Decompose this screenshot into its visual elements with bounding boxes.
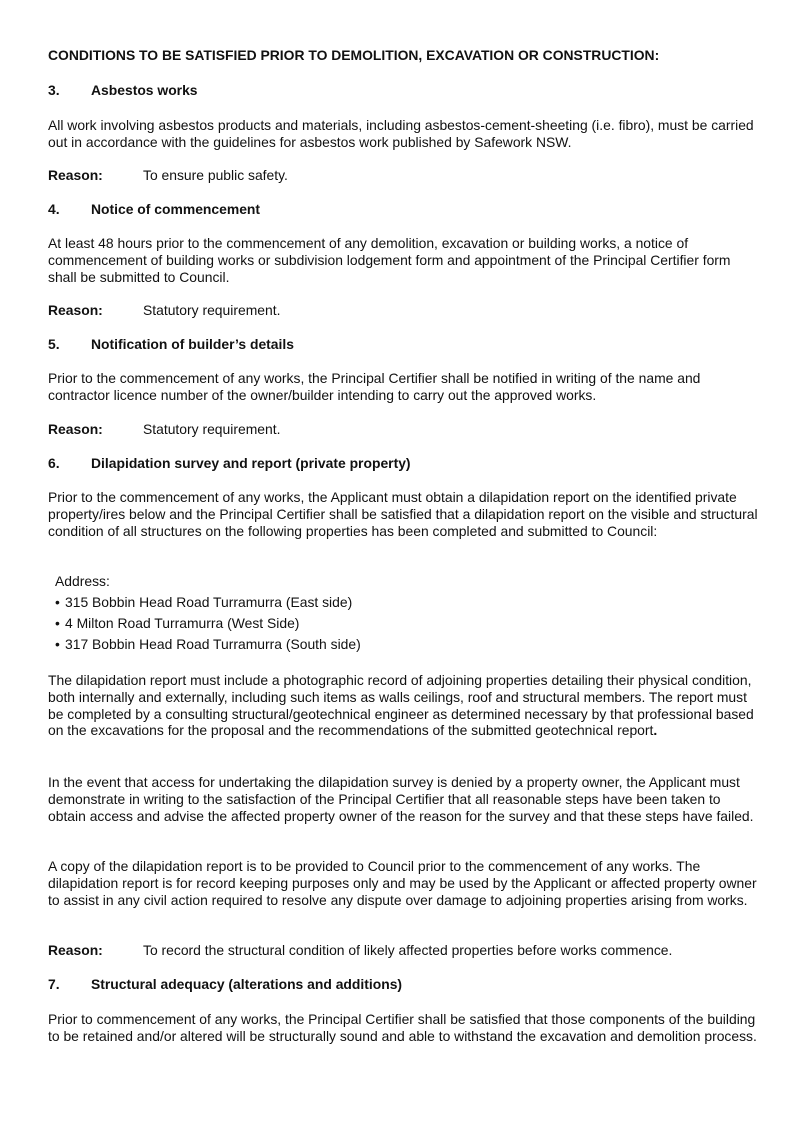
section-title-text: Notice of commencement — [91, 201, 261, 217]
reason-text: To ensure public safety. — [143, 167, 288, 183]
address-list-item — [55, 594, 352, 611]
section-7-body: Prior to commencement of any works, the Principal Certifier shall be satisfied that those components of the building to be retained and/or altered will be structurally sound and able to withstand the excavation and demolition process. — [48, 1011, 757, 1044]
section-6-reason — [48, 942, 758, 959]
section-6-title — [48, 455, 758, 472]
paragraph-end: . — [653, 722, 658, 739]
section-number: 7. — [48, 976, 60, 992]
reason-label: Reason: — [48, 421, 103, 437]
section-5-title — [48, 336, 758, 353]
bullet-icon: • — [55, 615, 60, 631]
address-text: 315 Bobbin Head Road Turramurra (East side) — [65, 594, 353, 610]
section-3-body: All work involving asbestos products and materials, including asbestos-cement-sheeting (i.e. fibro), must be carried out in accordance with the guidelines for asbestos work published by Safework NSW. — [48, 117, 754, 150]
section-number: 3. — [48, 82, 60, 98]
bullet-icon: • — [55, 594, 60, 610]
section-number: 6. — [48, 455, 60, 471]
reason-text: To record the structural condition of likely affected properties before works commence. — [143, 942, 673, 958]
section-5-body: Prior to the commencement of any works, the Principal Certifier shall be notified in writing of the name and contractor licence number of the owner/builder intending to carry out the approved works. — [48, 370, 701, 403]
section-title-text: Dilapidation survey and report (private property) — [91, 455, 411, 471]
address-list-item — [55, 615, 299, 632]
section-6-paragraph-4: A copy of the dilapidation report is to be provided to Council prior to the commencement of any works. The dilapidation report is for record keeping purposes only and may be used by the Applicant or affected property owner to assist in any civil action required to resolve any dispute over damage to adjoining properties arising from works. — [48, 858, 757, 908]
section-4-reason — [48, 302, 758, 319]
address-text: 4 Milton Road Turramurra (West Side) — [65, 615, 300, 631]
reason-text: Statutory requirement. — [143, 302, 281, 318]
address-list-item — [55, 636, 361, 653]
section-title-text: Notification of builder’s details — [91, 336, 294, 352]
reason-label: Reason: — [48, 942, 103, 958]
section-4-body: At least 48 hours prior to the commencement of any demolition, excavation or building works, a notice of commencement of building works or subdivision lodgement form and appointment of the Principal Certifier form shall be submitted to Council. — [48, 235, 731, 285]
address-label: Address: — [55, 573, 110, 589]
section-title-text: Structural adequacy (alterations and additions) — [91, 976, 403, 992]
section-3-title — [48, 82, 758, 99]
page-heading: CONDITIONS TO BE SATISFIED PRIOR TO DEMOLITION, EXCAVATION OR CONSTRUCTION: — [48, 47, 660, 63]
section-3-reason — [48, 167, 758, 184]
paragraph-text: The dilapidation report must include a photographic record of adjoining properties detailing their physical condition, both internally and externally, including such items as walls ceilings, roof and structural members. The report must be completed by a consulting structural/geotechnical engineer as determined necessary by that professional based on the excavations for the proposal and the recommendations of the submitted geotechnical report — [48, 672, 754, 739]
address-text: 317 Bobbin Head Road Turramurra (South side) — [65, 636, 361, 652]
section-title-text: Asbestos works — [91, 82, 198, 98]
section-6-paragraph-3: In the event that access for undertaking the dilapidation survey is denied by a property owner, the Applicant must demonstrate in writing to the satisfaction of the Principal Certifier that all reasonable steps have been taken to obtain access and advise the affected property owner of the reason for the survey and that these steps have failed. — [48, 774, 754, 824]
reason-label: Reason: — [48, 302, 103, 318]
section-6-body: Prior to the commencement of any works, the Applicant must obtain a dilapidation report on the identified private property/ires below and the Principal Certifier shall be satisfied that a dilapidation report on the visible and structural condition of all structures on the following properties has been completed and submitted to Council: — [48, 489, 758, 539]
section-7-title — [48, 976, 758, 993]
reason-label: Reason: — [48, 167, 103, 183]
section-4-title — [48, 201, 758, 218]
section-number: 5. — [48, 336, 60, 352]
reason-text: Statutory requirement. — [143, 421, 281, 437]
bullet-icon: • — [55, 636, 60, 652]
section-6-paragraph-2 — [48, 672, 758, 739]
section-number: 4. — [48, 201, 60, 217]
section-5-reason — [48, 421, 758, 438]
